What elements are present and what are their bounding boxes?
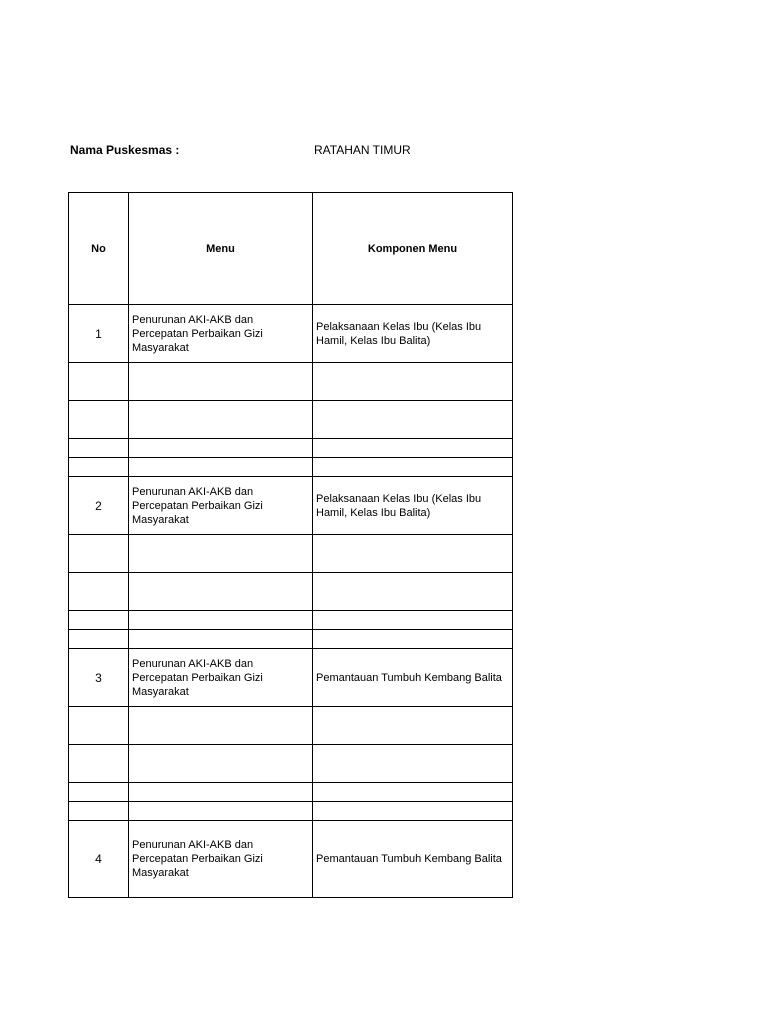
empty-cell bbox=[129, 783, 313, 802]
empty-cell bbox=[129, 401, 313, 439]
row-menu: Penurunan AKI-AKB dan Percepatan Perbaikan Gizi Masyarakat bbox=[129, 477, 313, 535]
empty-cell bbox=[129, 802, 313, 821]
empty-cell bbox=[129, 439, 313, 458]
row-number: 2 bbox=[69, 477, 129, 535]
menu-table bbox=[68, 192, 513, 898]
empty-cell bbox=[129, 458, 313, 477]
empty-cell bbox=[313, 363, 513, 401]
empty-cell bbox=[69, 439, 129, 458]
empty-cell bbox=[313, 573, 513, 611]
empty-cell bbox=[129, 573, 313, 611]
empty-cell bbox=[69, 630, 129, 649]
table-row bbox=[69, 305, 513, 363]
row-menu: Penurunan AKI-AKB dan Percepatan Perbaikan Gizi Masyarakat bbox=[129, 821, 313, 898]
column-header-komponen: Komponen Menu bbox=[313, 193, 513, 305]
empty-row bbox=[69, 783, 513, 802]
empty-cell bbox=[313, 401, 513, 439]
empty-cell bbox=[69, 573, 129, 611]
row-menu: Penurunan AKI-AKB dan Percepatan Perbaikan Gizi Masyarakat bbox=[129, 305, 313, 363]
table-row bbox=[69, 649, 513, 707]
column-header-menu: Menu bbox=[129, 193, 313, 305]
empty-row bbox=[69, 363, 513, 401]
empty-row bbox=[69, 458, 513, 477]
table-header-row bbox=[69, 193, 513, 305]
empty-row bbox=[69, 745, 513, 783]
empty-cell bbox=[129, 611, 313, 630]
empty-cell bbox=[313, 458, 513, 477]
empty-cell bbox=[69, 363, 129, 401]
empty-cell bbox=[69, 802, 129, 821]
empty-cell bbox=[313, 630, 513, 649]
empty-cell bbox=[69, 401, 129, 439]
empty-cell bbox=[129, 745, 313, 783]
empty-row bbox=[69, 630, 513, 649]
empty-cell bbox=[69, 745, 129, 783]
empty-cell bbox=[313, 745, 513, 783]
puskesmas-header bbox=[70, 143, 510, 159]
empty-cell bbox=[69, 458, 129, 477]
table-row bbox=[69, 477, 513, 535]
row-number: 3 bbox=[69, 649, 129, 707]
empty-cell bbox=[69, 783, 129, 802]
empty-row bbox=[69, 535, 513, 573]
row-komponen: Pemantauan Tumbuh Kembang Balita bbox=[313, 649, 513, 707]
empty-cell bbox=[129, 535, 313, 573]
puskesmas-name: RATAHAN TIMUR bbox=[314, 143, 411, 157]
column-header-no: No bbox=[69, 193, 129, 305]
empty-cell bbox=[313, 783, 513, 802]
empty-row bbox=[69, 573, 513, 611]
empty-cell bbox=[69, 611, 129, 630]
empty-cell bbox=[313, 802, 513, 821]
empty-row bbox=[69, 611, 513, 630]
empty-cell bbox=[313, 439, 513, 458]
empty-cell bbox=[129, 363, 313, 401]
empty-cell bbox=[69, 707, 129, 745]
empty-row bbox=[69, 707, 513, 745]
row-number: 4 bbox=[69, 821, 129, 898]
empty-cell bbox=[129, 630, 313, 649]
puskesmas-label: Nama Puskesmas : bbox=[70, 143, 180, 157]
empty-cell bbox=[69, 535, 129, 573]
empty-row bbox=[69, 802, 513, 821]
row-number: 1 bbox=[69, 305, 129, 363]
empty-row bbox=[69, 439, 513, 458]
empty-cell bbox=[129, 707, 313, 745]
empty-row bbox=[69, 401, 513, 439]
row-menu: Penurunan AKI-AKB dan Percepatan Perbaikan Gizi Masyarakat bbox=[129, 649, 313, 707]
table-row bbox=[69, 821, 513, 898]
empty-cell bbox=[313, 535, 513, 573]
row-komponen: Pelaksanaan Kelas Ibu (Kelas Ibu Hamil, Kelas Ibu Balita) bbox=[313, 477, 513, 535]
row-komponen: Pemantauan Tumbuh Kembang Balita bbox=[313, 821, 513, 898]
row-komponen: Pelaksanaan Kelas Ibu (Kelas Ibu Hamil, Kelas Ibu Balita) bbox=[313, 305, 513, 363]
empty-cell bbox=[313, 707, 513, 745]
empty-cell bbox=[313, 611, 513, 630]
